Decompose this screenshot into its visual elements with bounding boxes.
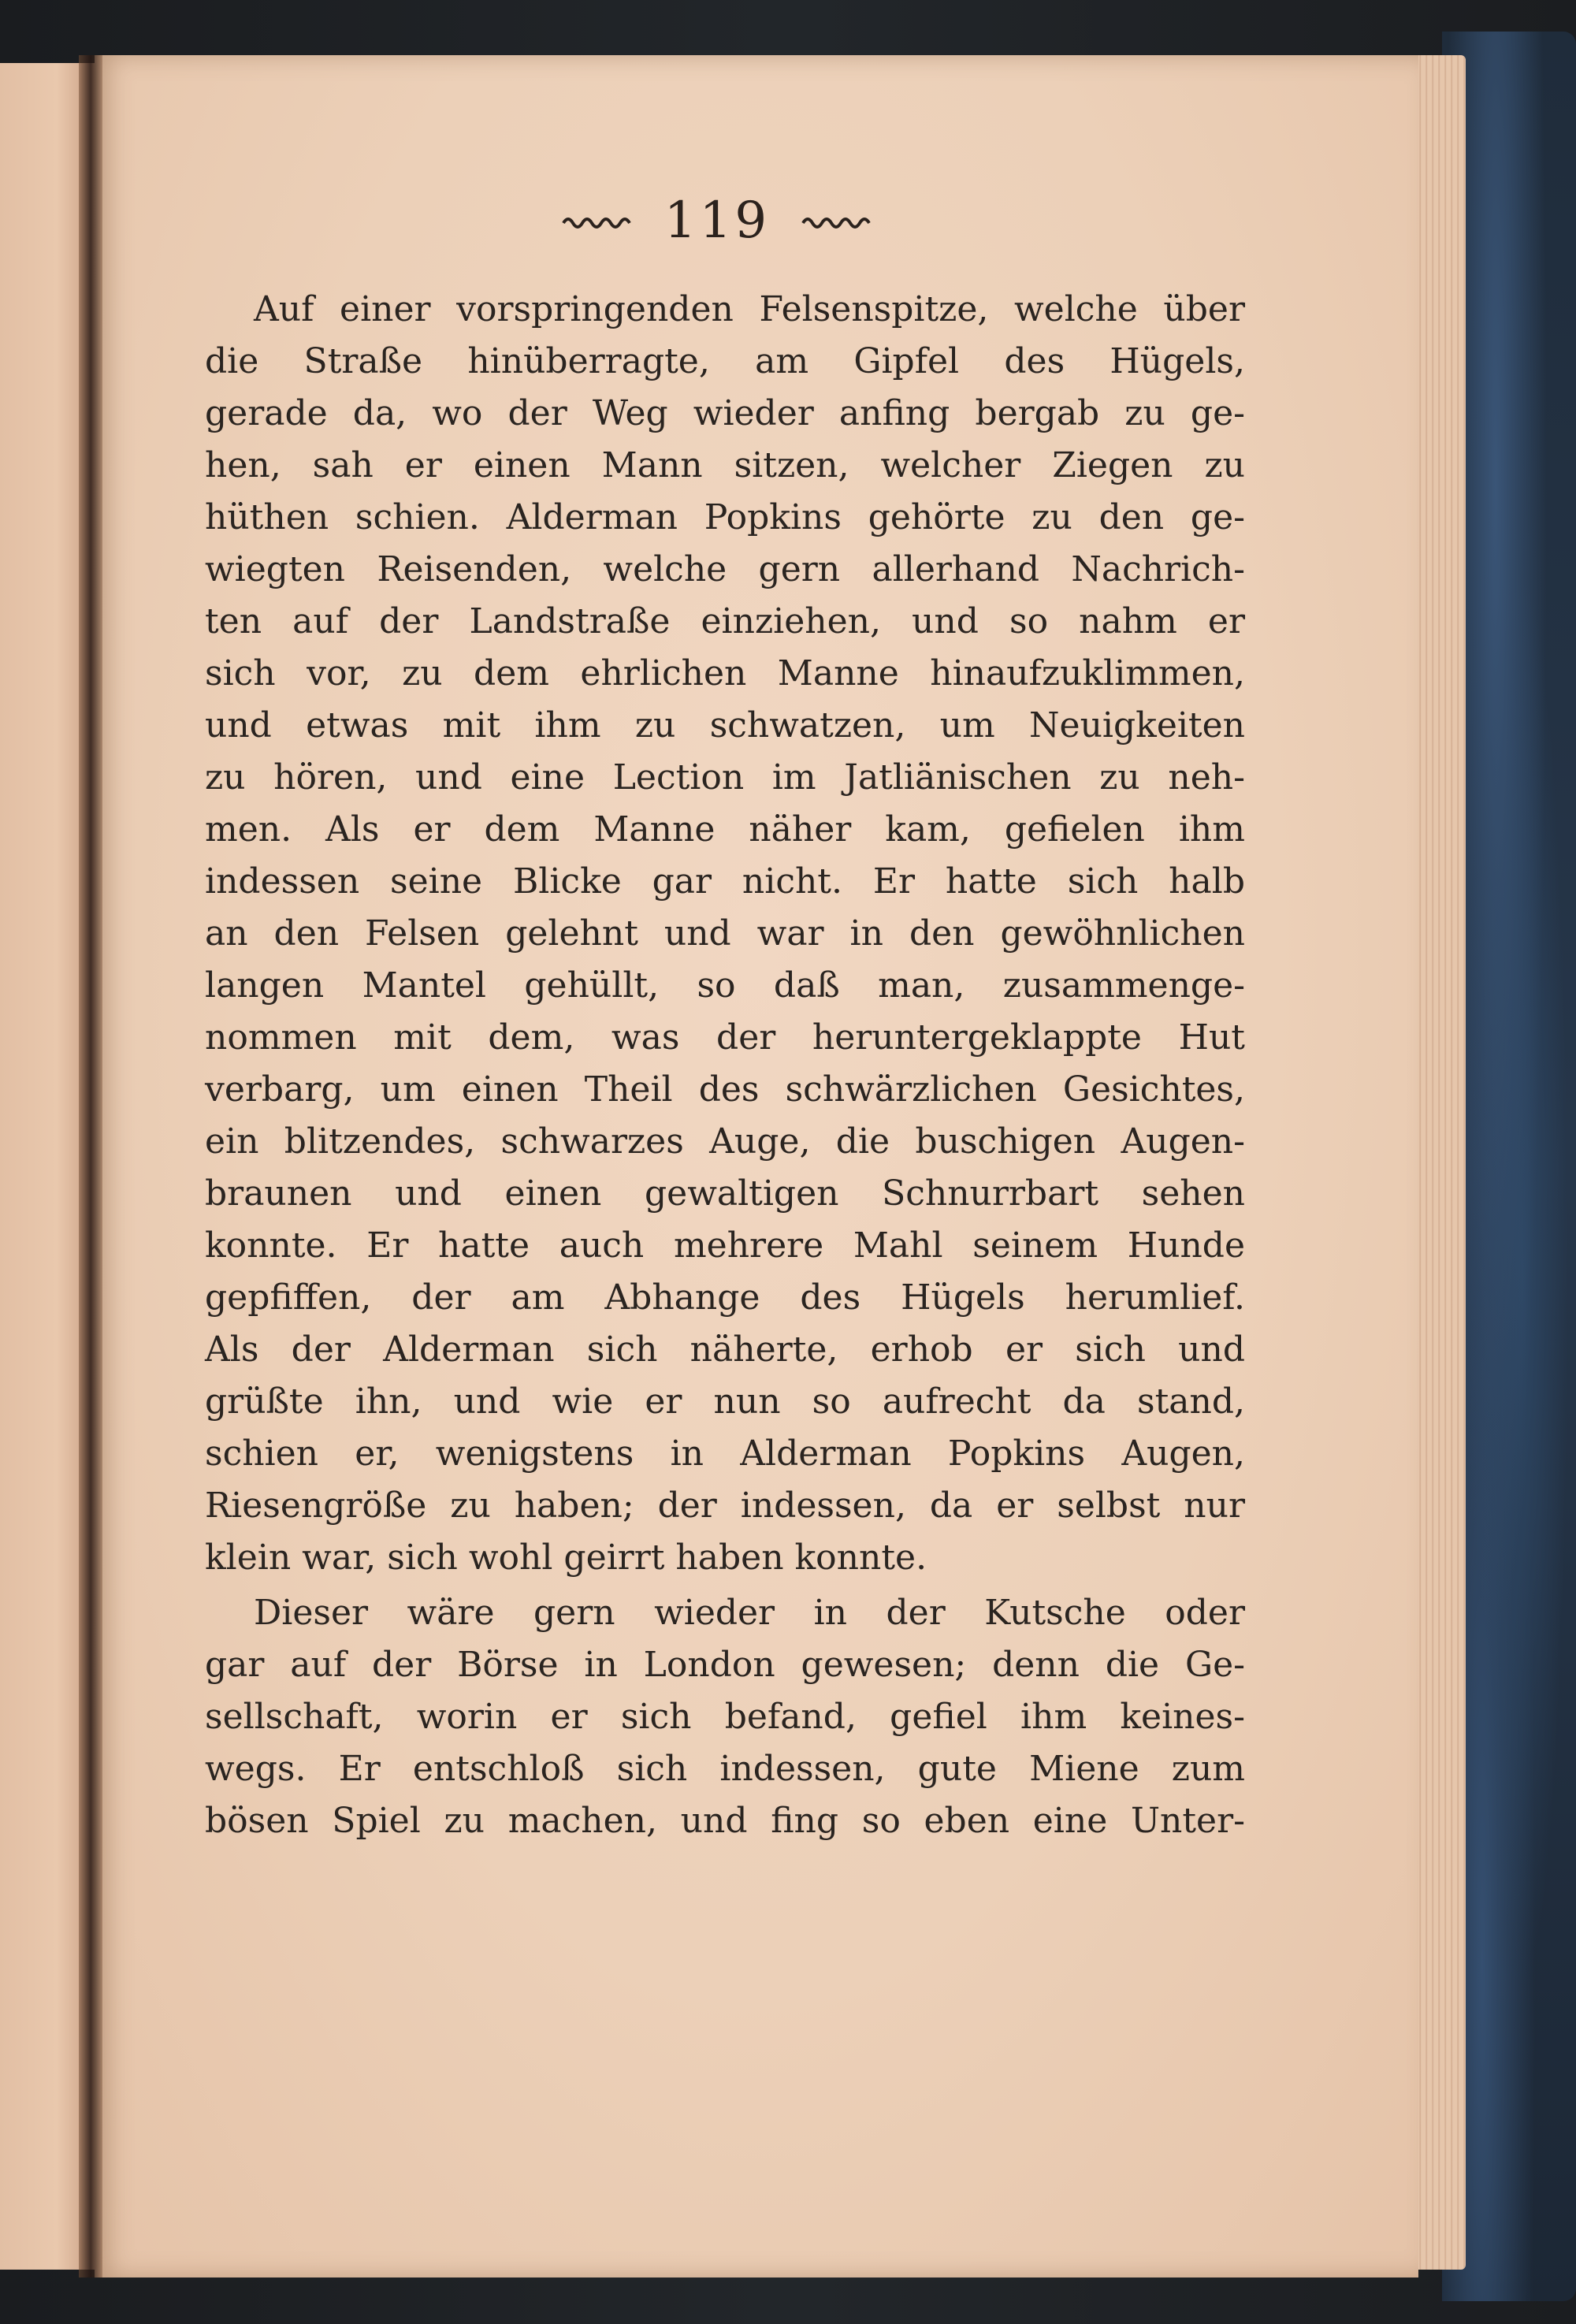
book-page	[95, 55, 1418, 2278]
text-line: an den Felsen gelehnt und war in den gewöhnlichen	[205, 913, 1245, 954]
text-line: gepfiffen, der am Abhange des Hügels herumlief.	[205, 1277, 1245, 1318]
text-line: Als der Alderman sich näherte, erhob er sich und	[205, 1329, 1245, 1370]
text-line: ein blitzendes, schwarzes Auge, die buschigen Augen-	[205, 1121, 1245, 1162]
text-line: bösen Spiel zu machen, und fing so eben eine Unter-	[205, 1801, 1245, 1841]
text-line: Riesengröße zu haben; der indessen, da er selbst nur	[205, 1486, 1245, 1526]
text-line: Auf einer vorspringenden Felsenspitze, welche über	[254, 289, 1245, 329]
text-line: sich vor, zu dem ehrlichen Manne hinaufzuklimmen,	[205, 653, 1245, 693]
text-line: schien er, wenigstens in Alderman Popkins Augen,	[205, 1433, 1245, 1474]
text-line: braunen und einen gewaltigen Schnurrbart sehen	[205, 1173, 1245, 1214]
text-line: gar auf der Börse in London gewesen; denn die Ge-	[205, 1645, 1245, 1685]
text-line: verbarg, um einen Theil des schwärzlichen Gesichtes,	[205, 1069, 1245, 1110]
text-line: langen Mantel gehüllt, so daß man, zusammenge-	[205, 965, 1245, 1006]
text-line: wegs. Er entschloß sich indessen, gute Miene zum	[205, 1749, 1245, 1789]
book-gutter	[79, 55, 102, 2278]
text-line: gerade da, wo der Weg wieder anfing bergab zu ge-	[205, 393, 1245, 433]
page-header	[512, 173, 922, 268]
text-line: zu hören, und eine Lection im Jatliänischen zu neh-	[205, 757, 1245, 798]
text-line: und etwas mit ihm zu schwatzen, um Neuigkeiten	[205, 705, 1245, 746]
page-number: 119	[663, 191, 771, 250]
ornament-left-icon	[562, 209, 633, 232]
text-line: indessen seine Blicke gar nicht. Er hatte sich halb	[205, 861, 1245, 902]
text-line: hen, sah er einen Mann sitzen, welcher Ziegen zu	[205, 445, 1245, 485]
text-line: men. Als er dem Manne näher kam, gefielen ihm	[205, 809, 1245, 850]
text-line: grüßte ihn, und wie er nun so aufrecht da stand,	[205, 1381, 1245, 1422]
text-line: ten auf der Landstraße einziehen, und so nahm er	[205, 601, 1245, 641]
ornament-right-icon	[801, 209, 872, 232]
text-line: Dieser wäre gern wieder in der Kutsche oder	[254, 1593, 1245, 1633]
text-line: sellschaft, worin er sich befand, gefiel ihm keines-	[205, 1697, 1245, 1737]
text-line: wiegten Reisenden, welche gern allerhand Nachrich-	[205, 549, 1245, 589]
text-line: die Straße hinüberragte, am Gipfel des Hügels,	[205, 341, 1245, 381]
paragraph-2	[205, 1587, 1245, 1847]
text-line: nommen mit dem, was der heruntergeklappte Hut	[205, 1017, 1245, 1058]
paragraph-1	[205, 284, 1245, 1584]
body-text	[205, 284, 1245, 1847]
text-line: hüthen schien. Alderman Popkins gehörte zu den ge-	[205, 497, 1245, 537]
text-line: klein war, sich wohl geirrt haben konnte.	[205, 1538, 927, 1578]
text-line: konnte. Er hatte auch mehrere Mahl seinem Hunde	[205, 1225, 1245, 1266]
